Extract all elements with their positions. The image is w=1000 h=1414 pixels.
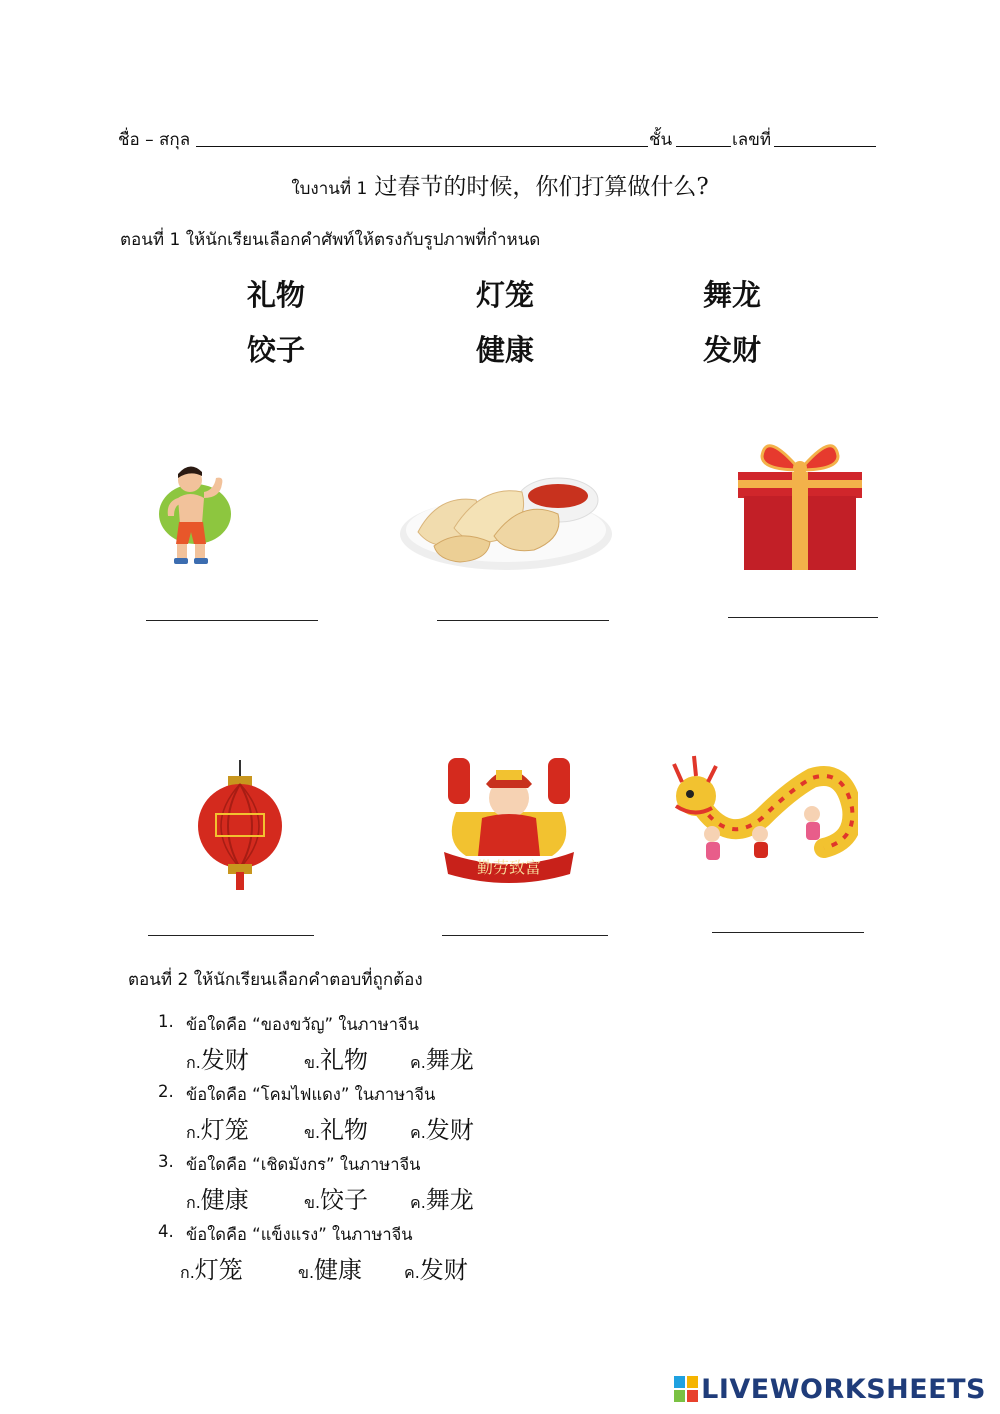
vocab-word[interactable]: 礼物	[246, 278, 305, 312]
option[interactable]: ข.礼物	[304, 1116, 369, 1144]
wealth-banner-text: 勤劳致富	[476, 858, 542, 877]
gift-box-picture	[732, 430, 868, 574]
part2-instruction: ตอนที่ 2 ให้นักเรียนเลือกคำตอบที่ถูกต้อง	[128, 970, 423, 990]
vocab-word[interactable]: 灯笼	[475, 278, 534, 312]
question-3	[158, 1152, 558, 1176]
option[interactable]: ค.舞龙	[410, 1186, 474, 1214]
question-2	[158, 1082, 558, 1106]
answer-blank[interactable]	[442, 935, 608, 936]
vocab-word[interactable]: 发财	[702, 333, 761, 367]
vocab-word[interactable]: 健康	[475, 333, 534, 367]
student-info-row	[118, 124, 878, 152]
name-label: ชื่อ – สกุล	[118, 130, 191, 150]
part1-instruction: ตอนที่ 1 ให้นักเรียนเลือกคำศัพท์ให้ตรงกับรูปภาพที่กำหนด	[120, 230, 541, 250]
question-1	[158, 1012, 558, 1036]
number-label: เลขที่	[732, 130, 772, 150]
answer-blank[interactable]	[146, 620, 318, 621]
option[interactable]: ค.舞龙	[410, 1046, 474, 1074]
name-field[interactable]	[196, 146, 648, 147]
answer-blank[interactable]	[728, 617, 878, 618]
question-text: ข้อใดคือ “ของขวัญ” ในภาษาจีน	[186, 1015, 419, 1034]
option[interactable]: ข.健康	[298, 1256, 363, 1284]
class-field[interactable]	[676, 146, 731, 147]
question-number: 2.	[158, 1082, 174, 1101]
question-text: ข้อใดคือ “โคมไฟแดง” ในภาษาจีน	[186, 1085, 436, 1104]
dumplings-picture	[398, 470, 616, 578]
question-text: ข้อใดคือ “แข็งแรง” ในภาษาจีน	[186, 1225, 413, 1244]
option[interactable]: ก.健康	[186, 1186, 249, 1214]
red-lantern-picture	[196, 760, 284, 892]
liveworksheets-logo-icon	[674, 1376, 698, 1402]
number-field[interactable]	[774, 146, 876, 147]
dragon-dance-picture	[672, 754, 858, 880]
strong-boy-picture	[150, 458, 240, 570]
question-number: 3.	[158, 1152, 174, 1171]
option[interactable]: ข.礼物	[304, 1046, 369, 1074]
title-prefix: ใบงานที่ 1	[291, 179, 368, 199]
title-chinese: 过春节的时候，你们打算做什么?	[374, 174, 709, 200]
option[interactable]: ข.饺子	[304, 1186, 369, 1214]
class-label: ชั้น	[649, 130, 673, 150]
question-number: 1.	[158, 1012, 174, 1031]
answer-blank[interactable]	[712, 932, 864, 933]
option[interactable]: ก.灯笼	[180, 1256, 243, 1284]
vocab-word[interactable]: 饺子	[246, 333, 305, 367]
vocab-word[interactable]: 舞龙	[702, 278, 761, 312]
option[interactable]: ก.灯笼	[186, 1116, 249, 1144]
option[interactable]: ก.发财	[186, 1046, 249, 1074]
question-number: 4.	[158, 1222, 174, 1241]
question-4	[158, 1222, 558, 1246]
answer-blank[interactable]	[148, 935, 314, 936]
option[interactable]: ค.发财	[404, 1256, 468, 1284]
liveworksheets-brand: LIVEWORKSHEETS	[701, 1373, 986, 1405]
answer-blank[interactable]	[437, 620, 609, 621]
worksheet-title	[0, 168, 1000, 202]
question-text: ข้อใดคือ “เชิดมังกร” ในภาษาจีน	[186, 1155, 421, 1174]
liveworksheets-logo[interactable]	[674, 1372, 986, 1406]
god-of-wealth-picture	[436, 752, 582, 888]
option[interactable]: ค.发财	[410, 1116, 474, 1144]
